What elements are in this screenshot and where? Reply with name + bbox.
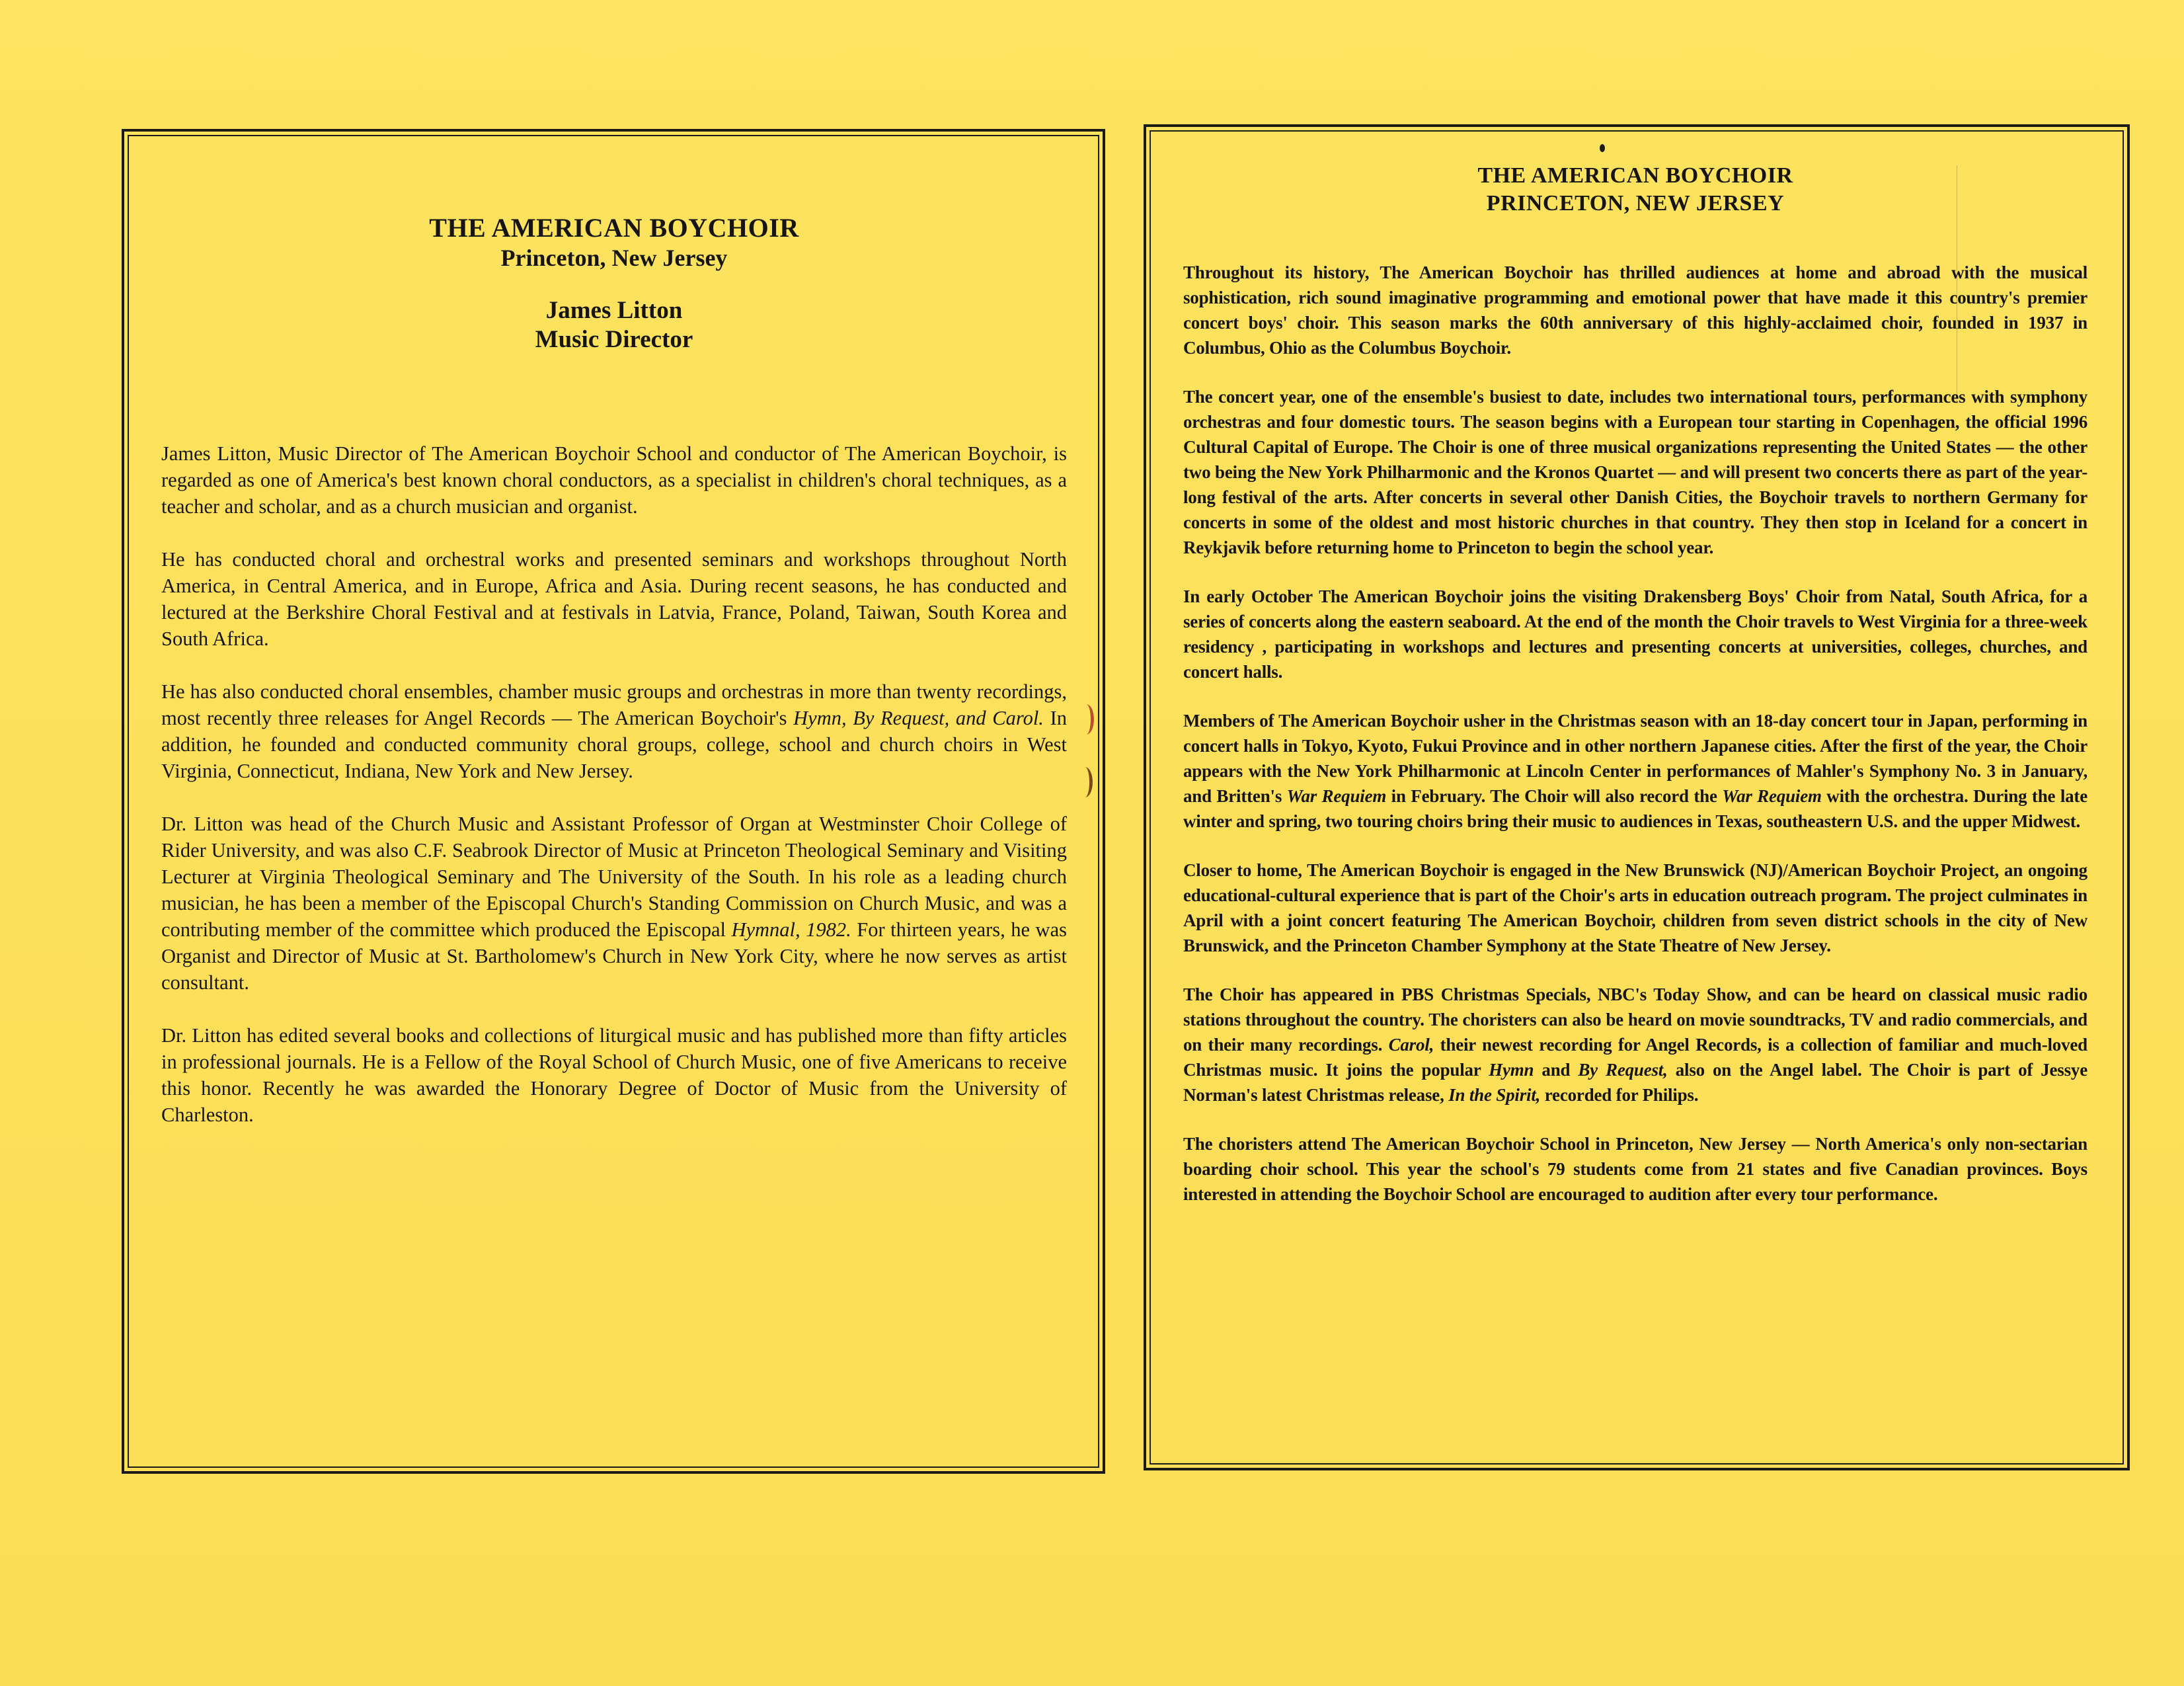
text-run: In early October The American Boychoir joins the visiting Drakensberg Boys' Choir from Natal, South Africa, for a series of concerts along the eastern seaboard. At the end of the month the Choir travels to West Virginia for a three-week residency , participating in workshops and lectures and presenting concerts at universities, colleges, churches, and concert halls. [1183,586,2087,682]
right-title: THE AMERICAN BOYCHOIR [1477,163,1793,188]
text-run: The choristers attend The American Boychoir School in Princeton, New Jersey — North America's only non-sectarian boarding choir school. This year the school's 79 students come from 21 states and five Canadian provinces. Boys interested in attending the Boychoir School are encouraged to audition after every tour performance. [1183,1134,2087,1204]
italic-title: Hymn, By Request, and Carol. [793,707,1044,729]
left-body [161,440,1067,1128]
binding-mark [1077,767,1093,797]
text-run: Throughout its history, The American Boychoir has thrilled audiences at home and abroad with the musical sophistication, rich sound imaginative programming and emotional power that have made it this country's premier concert boys' choir. This season marks the 60th anniversary of this highly-acclaimed choir, founded in 1937 in Columbus, Ohio as the Columbus Boychoir. [1183,262,2087,358]
right-location: PRINCETON, NEW JERSEY [1486,191,1785,216]
left-panel-content [161,213,1067,1154]
italic-title: By Request, [1578,1060,1668,1080]
director-role: Music Director [535,326,693,353]
binding-mark [1079,704,1094,735]
paragraph [1183,584,2087,684]
paragraph [1183,1131,2087,1207]
italic-title: War Requiem [1286,786,1387,806]
text-run: The concert year, one of the ensemble's busiest to date, includes two international tours, performances with symphony orchestras and four domestic tours. The season begins with a European tour starting in Copenhagen, the official 1996 Cultural Capital of Europe. The Choir is one of three musical organizations representing the United States — the other two being the New York Philharmonic and the Kronos Quartet — and will present two concerts there as part of the year-long festival of the arts. After concerts in several other Danish Cities, the Boychoir travels to northern Germany for concerts in some of the oldest and most historic churches in that country. They then stop in Iceland for a concert in Reykjavik before returning home to Princeton to begin the school year. [1183,387,2087,557]
italic-title: In the Spirit, [1448,1085,1541,1105]
text-run: Dr. Litton was head of the Church Music and Assistant Professor of Organ at Westminster Choir College of Rider University, and was also C.F. Seabrook Director of Music at Princeton Theological Seminary and Visiting Lecturer at Virginia Theological Seminary and The University of the South. In his role as a leading church musician, he has been a member of the Episcopal Church's Standing Commission on Church Music, and was a contributing member of the committee which produced the Episcopal [161,813,1067,941]
right-body [1183,260,2087,1207]
text-run: In addition, he founded and conducted community choral groups, college, school and church choirs in West Virginia, Connecticut, Indiana, New York and New Jersey. [161,707,1067,782]
paragraph [161,678,1067,784]
text-run: Members of The American Boychoir usher in the Christmas season with an 18-day concert tour in Japan, performing in concert halls in Tokyo, Kyoto, Fukui Province and in other northern Japanese cities. After the first of the year, the Choir appears with the New York Philharmonic at Lincoln Center in performances of Mahler's Symphony No. 3 in January, and Britten's [1183,711,2087,806]
text-run: also on the Angel label. The Choir is part of Jessye Norman's latest Christmas release, [1183,1060,2088,1105]
paragraph [1183,982,2087,1107]
text-run: in February. The Choir will also record the [1386,786,1723,806]
text-run: recorded for Philips. [1540,1085,1699,1105]
left-title: THE AMERICAN BOYCHOIR [429,213,799,243]
italic-title: Carol, [1388,1035,1434,1055]
paragraph [1183,858,2087,958]
bullet-dot [1600,144,1605,152]
paragraph [1183,384,2087,560]
paragraph [1183,708,2087,834]
text-run: He has also conducted choral ensembles, chamber music groups and orchestras in more than twenty recordings, most recently three releases for Angel Records — The American Boychoir's [161,680,1067,729]
italic-title: Hymnal, 1982. [731,918,851,941]
text-run: their newest recording for Angel Records, is a collection of familiar and much-loved Christmas music. It joins the popular [1183,1035,2087,1080]
text-run: The Choir has appeared in PBS Christmas Specials, NBC's Today Show, and can be heard on classical music radio stations throughout the country. The choristers can also be heard on movie soundtracks, TV and radio commercials, and on their many recordings. [1183,984,2087,1055]
text-run: He has conducted choral and orchestral works and presented seminars and workshops throughout North America, in Central America, and in Europe, Africa and Asia. During recent seasons, he has conducted and lectured at the Berkshire Choral Festival and at festivals in Latvia, France, Poland, Taiwan, South Korea and South Africa. [161,548,1067,650]
text-run: Closer to home, The American Boychoir is engaged in the New Brunswick (NJ)/American Boychoir Project, an ongoing educational-cultural experience that is part of the Choir's arts in education outreach program. The project culminates in April with a joint concert featuring The American Boychoir, children from seven district schools in the city of New Brunswick, and the Princeton Chamber Symphony at the State Theatre of New Jersey. [1183,860,2087,955]
paragraph [161,440,1067,520]
paragraph [161,546,1067,652]
text-run: and [1534,1060,1579,1080]
italic-title: War Requiem [1722,786,1822,806]
paragraph [1183,260,2087,360]
text-run: Dr. Litton has edited several books and collections of liturgical music and has published more than fifty articles in professional journals. He is a Fellow of the Royal School of Church Music, one of five Americans to receive this honor. Recently he was awarded the Honorary Degree of Doctor of Music from the University of Charleston. [161,1024,1067,1126]
director-block [161,296,1067,354]
paragraph [161,811,1067,996]
paragraph [161,1022,1067,1128]
text-run: For thirteen years, he was Organist and Director of Music at St. Bartholomew's Church in New York City, where he now serves as artist consultant. [161,918,1067,994]
text-run: James Litton, Music Director of The American Boychoir School and conductor of The American Boychoir, is regarded as one of America's best known choral conductors, as a specialist in children's choral techniques, as a teacher and scholar, and as a church musician and organist. [161,442,1067,518]
right-panel-content [1183,162,2087,1230]
left-location: Princeton, New Jersey [500,245,728,271]
text-run: with the orchestra. During the late winter and spring, two touring choirs bring their music to audiences in Texas, southeastern U.S. and the upper Midwest. [1183,786,2088,831]
director-name: James Litton [545,297,683,324]
italic-title: Hymn [1489,1060,1534,1080]
